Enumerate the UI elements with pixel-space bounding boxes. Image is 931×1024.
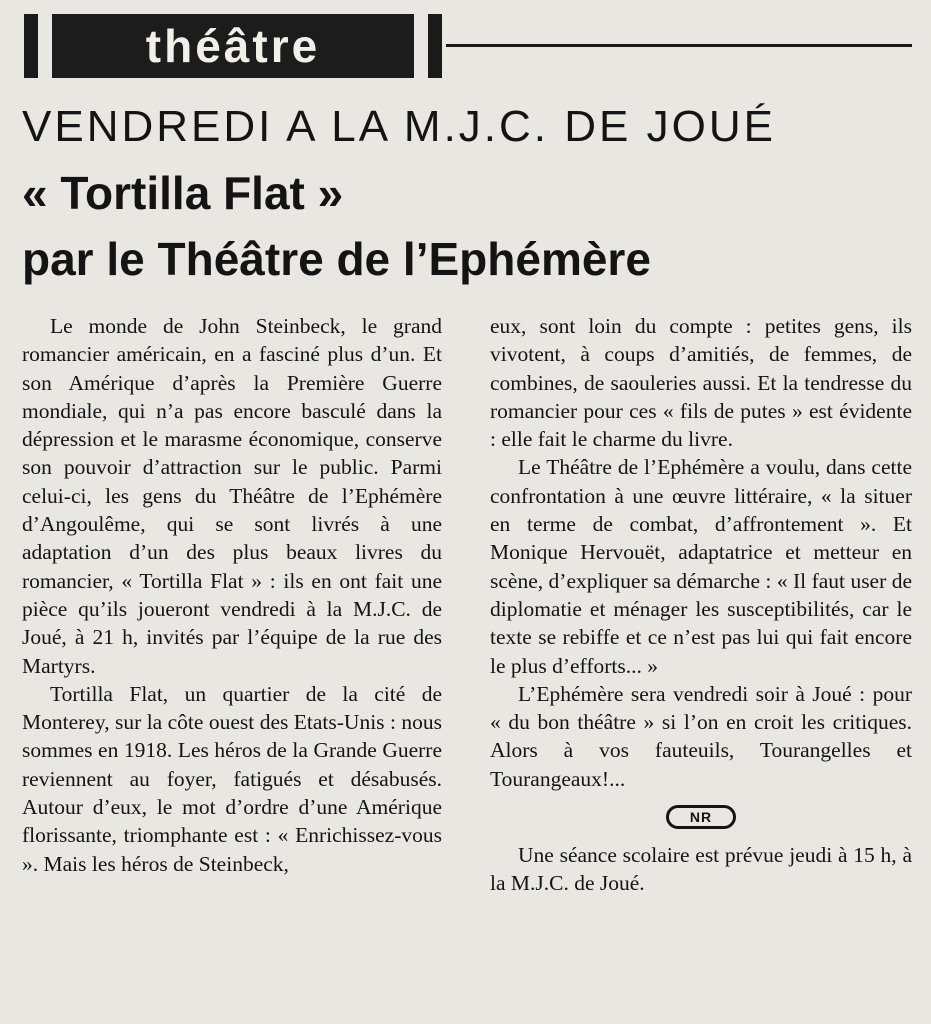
signature-logo: NR (666, 805, 736, 829)
kicker-headline: VENDREDI A LA M.J.C. DE JOUÉ (22, 102, 776, 151)
article-column-left (22, 312, 442, 878)
rubric-left-bar (24, 14, 38, 78)
headline-line-2: par le Théâtre de l’Ephémère (22, 233, 651, 285)
article-column-right (490, 312, 912, 898)
rubric-right-bar (428, 14, 442, 78)
signature (490, 805, 912, 831)
paragraph: Le Théâtre de l’Ephémère a voulu, dans cette confrontation à une œuvre littéraire, « la situer en terme de combat, d’affrontement ». Et Monique Hervouët, adaptatrice et metteur en scène, d’expliquer sa démarche : « Il faut user de diplomatie et ménager les susceptibilités, car le texte se rebiffe et ce n’est pas lui qui fait encore le plus d’efforts... » (490, 455, 912, 678)
paragraph: Tortilla Flat, un quartier de la cité de Monterey, sur la côte ouest des Etats-Unis : nous sommes en 1918. Les héros de la Grande Guerre reviennent au foyer, fatigués et désabusés. Autour d’eux, le mot d’ordre d’une Amérique florissante, triomphante est : « Enrichissez-vous ». Mais les héros de Steinbeck, (22, 681, 442, 876)
paragraph: L’Ephémère sera vendredi soir à Joué : pour « du bon théâtre » si l’on en croit les critiques. Alors à vos fauteuils, Tourangelles et Tourangeaux!... (490, 681, 912, 791)
rubric-rule (446, 44, 912, 47)
paragraph: eux, sont loin du compte : petites gens, ils vivotent, à coups d’amitiés, de femmes, de combines, de saouleries aussi. Et la tendresse du romancier pour ces « fils de putes » est évidente : elle fait le charme du livre. (490, 314, 912, 452)
paragraph: Le monde de John Steinbeck, le grand romancier américain, en a fasciné plus d’un. Et son Amérique d’après la Première Guerre mondiale, qui n’a pas encore basculé dans la dépression et le marasme économique, conserve son pouvoir d’attraction sur le public. Parmi celui-ci, les gens du Théâtre de l’Ephémère d’Angoulême, qui se sont livrés à une adaptation d’un des plus beaux livres du romancier, « Tortilla Flat » : ils en ont fait une pièce qu’ils joueront vendredi à la M.J.C. de Joué, à 21 h, invités par l’équipe de la rue des Martyrs. (22, 314, 442, 678)
footnote: Une séance scolaire est prévue jeudi à 15 h, à la M.J.C. de Joué. (490, 843, 912, 896)
rubric-label: théâtre (52, 14, 414, 78)
headline-line-1: « Tortilla Flat » (22, 167, 344, 219)
